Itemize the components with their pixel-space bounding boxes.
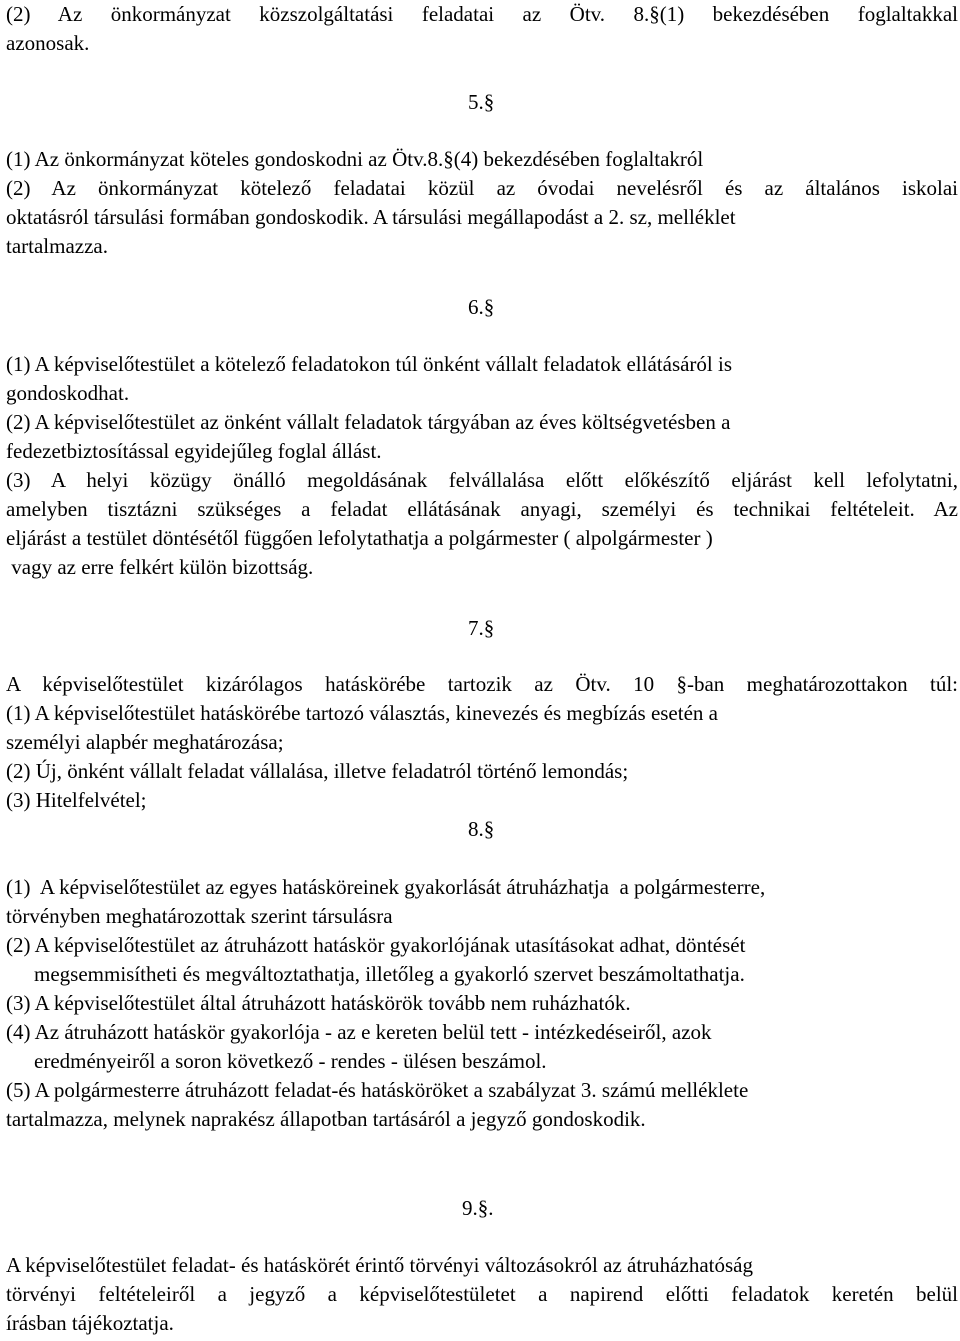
paragraph-line: írásban tájékoztatja. <box>6 1311 174 1335</box>
paragraph-line: eljárást a testület döntésétől függően lefolytathatja a polgármester ( alpolgármester ) <box>6 526 713 550</box>
paragraph-line: (1) A képviselőtestület az egyes hatásköreinek gyakorlását átruházhatja a polgármesterre, <box>6 875 766 899</box>
paragraph-line: törvényben meghatározottak szerint társulásra <box>6 904 393 928</box>
paragraph-line: törvényi feltételeiről a jegyző a képviselőtestületet a napirend előtti feladatok keretén belül <box>6 1282 958 1306</box>
section-heading-5: 5.§ <box>468 90 495 114</box>
section-heading-9: 9.§. <box>462 1196 494 1220</box>
section-heading-6: 6.§ <box>468 295 495 319</box>
paragraph-line: A képviselőtestület kizárólagos hatáskörébe tartozik az Ötv. 10 §-ban meghatározottakon túl: <box>6 672 958 696</box>
paragraph-line: (1) Az önkormányzat köteles gondoskodni az Ötv.8.§(4) bekezdésében foglaltakról <box>6 147 704 171</box>
paragraph-line: (2) A képviselőtestület az átruházott hatáskör gyakorlójának utasításokat adhat, döntését <box>6 933 746 957</box>
paragraph-line: oktatásról társulási formában gondoskodik. A társulási megállapodást a 2. sz, melléklet <box>6 205 736 229</box>
paragraph-line: vagy az erre felkért külön bizottság. <box>6 555 314 579</box>
paragraph-line: azonosak. <box>6 31 90 55</box>
paragraph-line: tartalmazza, melynek naprakész állapotban tartásáról a jegyző gondoskodik. <box>6 1107 646 1131</box>
paragraph-line: (3) Hitelfelvétel; <box>6 788 147 812</box>
paragraph-line: gondoskodhat. <box>6 381 130 405</box>
paragraph-line: amelyben tisztázni szükséges a feladat ellátásának anyagi, személyi és technikai feltételeit. Az <box>6 497 958 521</box>
paragraph-line: (3) A képviselőtestület által átruházott hatáskörök tovább nem ruházhatók. <box>6 991 631 1015</box>
paragraph-line: eredményeiről a soron következő - rendes - ülésen beszámol. <box>34 1049 547 1073</box>
paragraph-line: (2) Az önkormányzat közszolgáltatási feladatai az Ötv. 8.§(1) bekezdésében foglaltakkal <box>6 2 958 26</box>
paragraph-line: A képviselőtestület feladat- és hatáskörét érintő törvényi változásokról az átruházhatóság <box>6 1253 753 1277</box>
paragraph-line: (2) Az önkormányzat kötelező feladatai közül az óvodai nevelésről és az általános iskolai <box>6 176 958 200</box>
paragraph-line: (1) A képviselőtestület a kötelező feladatokon túl önként vállalt feladatok ellátásáról is <box>6 352 733 376</box>
paragraph-line: megsemmisítheti és megváltoztathatja, illetőleg a gyakorló szervet beszámoltathatja. <box>34 962 745 986</box>
section-heading-8: 8.§ <box>468 817 495 841</box>
paragraph-line: (5) A polgármesterre átruházott feladat-és hatásköröket a szabályzat 3. számú melléklete <box>6 1078 749 1102</box>
paragraph-line: személyi alapbér meghatározása; <box>6 730 284 754</box>
paragraph-line: (1) A képviselőtestület hatáskörébe tartozó választás, kinevezés és megbízás esetén a <box>6 701 718 725</box>
paragraph-line: (4) Az átruházott hatáskör gyakorlója - az e kereten belül tett - intézkedéseiről, azok <box>6 1020 712 1044</box>
paragraph-line: fedezetbiztosítással egyidejűleg foglal állást. <box>6 439 382 463</box>
paragraph-line: (2) A képviselőtestület az önként vállalt feladatok tárgyában az éves költségvetésben a <box>6 410 731 434</box>
section-heading-7: 7.§ <box>468 616 495 640</box>
paragraph-line: tartalmazza. <box>6 234 109 258</box>
paragraph-line: (3) A helyi közügy önálló megoldásának felvállalása előtt előkészítő eljárást kell lefolytatni, <box>6 468 958 492</box>
paragraph-line: (2) Új, önként vállalt feladat vállalása, illetve feladatról történő lemondás; <box>6 759 629 783</box>
